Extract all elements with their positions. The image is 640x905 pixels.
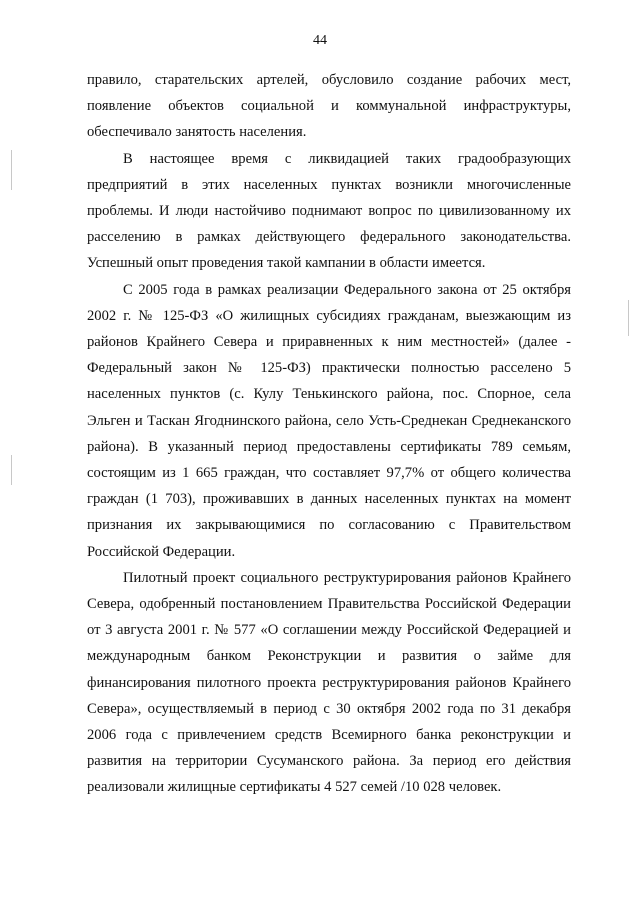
scan-edge-mark (11, 150, 12, 190)
paragraph-3: С 2005 года в рамках реализации Федерального закона от 25 октября 2002 г. № 125-ФЗ «О жилищных субсидиях гражданам, выезжающим из районов Крайнего Севера и приравненных к ним местностей» (далее - Федеральный закон № 125-ФЗ) практически полностью расселено 5 населенных пунктов (с. Кулу Тенькинского района, пос. Спорное, села Эльген и Таскан Ягоднинского района, село Усть-Среднекан Среднеканского района). В указанный период предоставлены сертификаты 789 семьям, состоящим из 1 665 граждан, что составляет 97,7% от общего количества граждан (1 703), проживавших в данных населенных пунктах на момент признания их закрывающимися по согласованию с Правительством Российской Федерации. (87, 281, 571, 560)
paragraph-1: правило, старательских артелей, обусловило создание рабочих мест, появление объектов социальной и коммунальной инфраструктуры, обеспечивало занятость населения. (87, 72, 571, 141)
body-text (87, 67, 571, 801)
scan-edge-mark (628, 300, 629, 336)
page-number: 44 (313, 33, 327, 48)
paragraph-2: В настоящее время с ликвидацией таких градообразующих предприятий в этих населенных пунктах возникли многочисленные проблемы. И люди настойчиво поднимают вопрос по цивилизованному их расселению в рамках действующего федерального законодательства. Успешный опыт проведения такой кампании в области имеется. (87, 150, 571, 272)
paragraph-4: Пилотный проект социального реструктурирования районов Крайнего Севера, одобренный постановлением Правительства Российской Федерации от 3 августа 2001 г. № 577 «О соглашении между Российской Федерацией и международным банком Реконструкции и развития о займе для финансирования пилотного проекта реструктурирования районов Крайнего Севера», осуществляемый в период с 30 октября 2002 года по 31 декабря 2006 года с привлечением средств Всемирного банка реконструкции и развития на территории Сусуманского района. За период его действия реализовали жилищные сертификаты 4 527 семей /10 028 человек. (87, 569, 571, 796)
scan-edge-mark (11, 455, 12, 485)
